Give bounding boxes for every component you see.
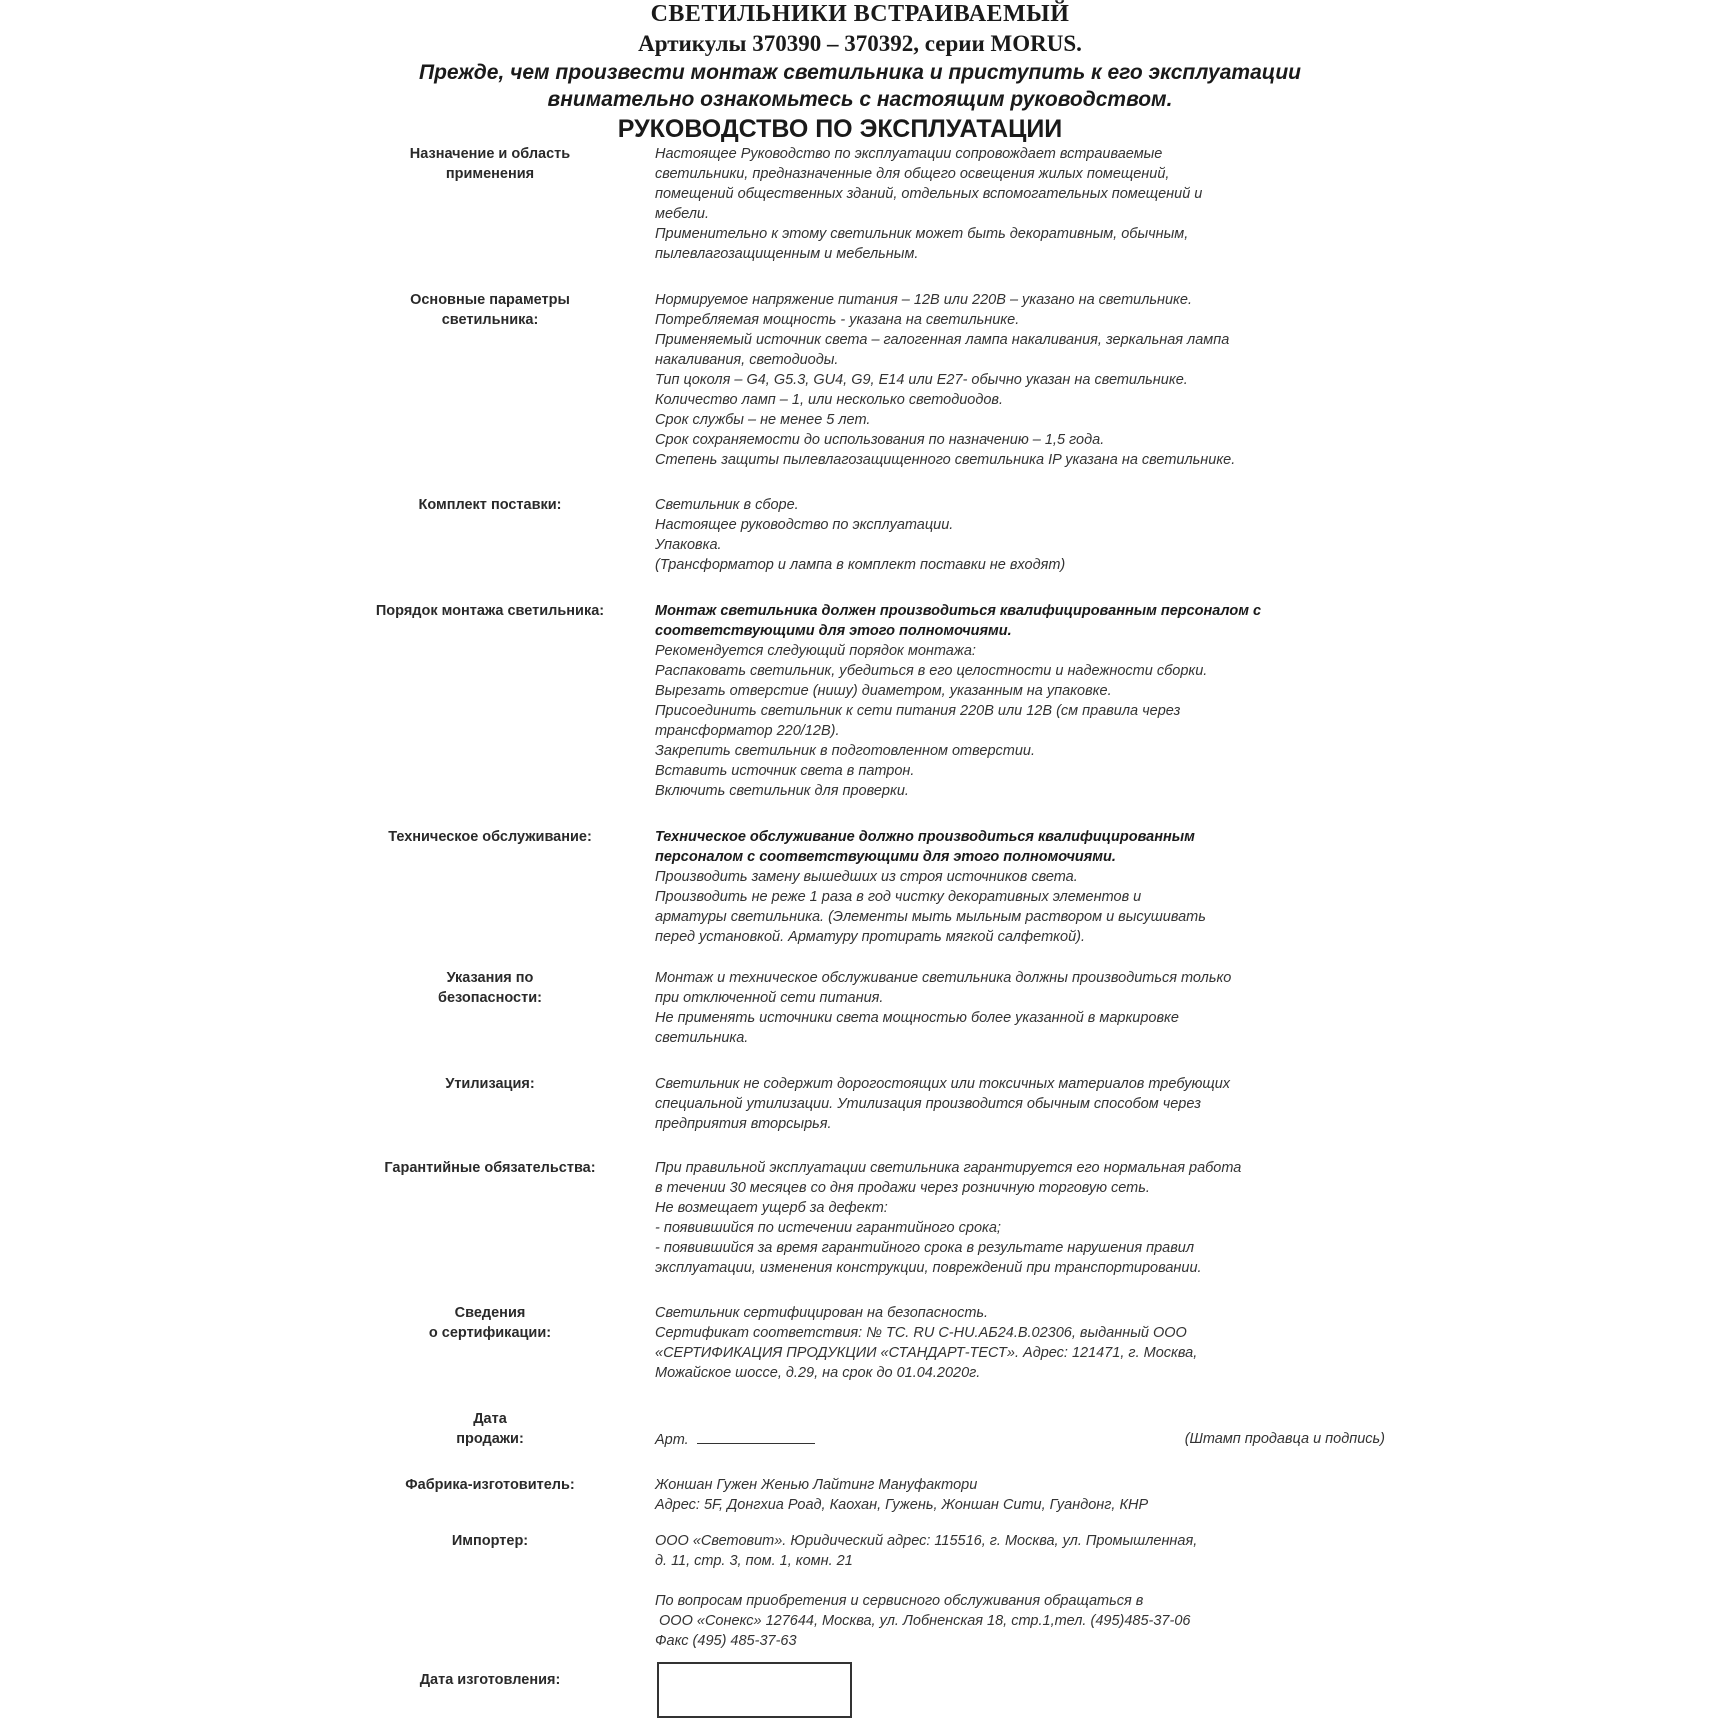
purpose-line: Настоящее Руководство по эксплуатации сопровождает встраиваемые xyxy=(655,146,1163,162)
warning-line-1: Прежде, чем произвести монтаж светильника и приступить к его эксплуатации xyxy=(419,61,1301,84)
art-underline xyxy=(697,1429,815,1444)
importer-line: ООО «Световит». Юридический адрес: 115516, г. Москва, ул. Промышленная, xyxy=(655,1533,1198,1549)
params-label: Основные параметры светильника: xyxy=(410,292,570,328)
safety-text xyxy=(655,968,1385,1048)
kit-line: Упаковка. xyxy=(655,537,722,553)
service-line: ООО «Сонекс» 127644, Москва, ул. Лобненская 18, стр.1,тел. (495)485-37-06 xyxy=(655,1613,1191,1629)
purpose-label: Назначение и область применения xyxy=(409,146,571,182)
mounting-text xyxy=(655,601,1385,801)
warranty-line: При правильной эксплуатации светильника гарантируется его нормальная работа xyxy=(655,1160,1242,1176)
warranty-line: - появившийся по истечении гарантийного срока; xyxy=(655,1220,1001,1236)
stamp-note: (Штамп продавца и подпись) xyxy=(1184,1431,1385,1447)
manufacture-date-label: Дата изготовления: xyxy=(419,1672,561,1688)
manufacturer-line: Жоншан Гужен Женью Лайтинг Мануфактори xyxy=(655,1477,978,1493)
service-line: По вопросам приобретения и сервисного обслуживания обращаться в xyxy=(655,1593,1144,1609)
maintenance-line: перед установкой. Арматуру протирать мягкой салфеткой). xyxy=(655,929,1085,945)
purpose-line: помещений общественных зданий, отдельных вспомогательных помещений и xyxy=(655,186,1203,202)
service-line: Факс (495) 485-37-63 xyxy=(655,1633,797,1649)
mounting-line: трансформатор 220/12В). xyxy=(655,723,840,739)
params-line: Нормируемое напряжение питания – 12В или 220В – указано на светильнике. xyxy=(655,292,1192,308)
maintenance-line: арматуры светильника. (Элементы мыть мыльным раствором и высушивать xyxy=(655,909,1206,925)
spacer xyxy=(655,1571,1385,1591)
params-line: Степень защиты пылевлагозащищенного светильника IP указана на светильнике. xyxy=(655,452,1236,468)
disposal-line: предприятия вторсырья. xyxy=(655,1116,832,1132)
safety-line: при отключенной сети питания. xyxy=(655,990,884,1006)
disposal-line: специальной утилизации. Утилизация производится обычным способом через xyxy=(655,1096,1201,1112)
warranty-text xyxy=(655,1158,1385,1278)
params-line: накаливания, светодиоды. xyxy=(655,352,839,368)
warranty-line: в течении 30 месяцев со дня продажи через розничную торговую сеть. xyxy=(655,1180,1150,1196)
purpose-text xyxy=(655,144,1385,264)
mounting-line: Включить светильник для проверки. xyxy=(655,783,909,799)
kit-line: (Трансформатор и лампа в комплект поставки не входят) xyxy=(655,557,1066,573)
params-line: Количество ламп – 1, или несколько светодиодов. xyxy=(655,392,1004,408)
maintenance-bold-line: персоналом с соответствующими для этого полномочиями. xyxy=(655,849,1116,865)
importer-line: д. 11, стр. 3, пом. 1, комн. 21 xyxy=(655,1553,853,1569)
warranty-line: Не возмещает ущерб за дефект: xyxy=(655,1200,888,1216)
kit-label: Комплект поставки: xyxy=(418,497,562,513)
purpose-line: мебели. xyxy=(655,206,710,222)
params-line: Срок службы – не менее 5 лет. xyxy=(655,412,871,428)
mounting-bold-line: Монтаж светильника должен производиться квалифицированным персоналом с xyxy=(655,603,1262,619)
mounting-line: Рекомендуется следующий порядок монтажа: xyxy=(655,643,976,659)
safety-line: Монтаж и техническое обслуживание светильника должны производиться только xyxy=(655,970,1232,986)
params-line: Тип цоколя – G4, G5.3, GU4, G9, E14 или E27- обычно указан на светильнике. xyxy=(655,372,1188,388)
manufacturer-label: Фабрика-изготовитель: xyxy=(405,1477,575,1493)
maintenance-line: Производить не реже 1 раза в год чистку декоративных элементов и xyxy=(655,889,1142,905)
importer-text xyxy=(655,1531,1385,1651)
certification-label: Сведения о сертификации: xyxy=(428,1305,552,1341)
purpose-line: пылевлагозащищенным и мебельным. xyxy=(655,246,919,262)
warranty-label: Гарантийные обязательства: xyxy=(384,1160,596,1176)
mounting-line: Присоединить светильник к сети питания 220В или 12В (см правила через xyxy=(655,703,1181,719)
params-line: Срок сохраняемости до использования по назначению – 1,5 года. xyxy=(655,432,1105,448)
importer-label: Импортер: xyxy=(451,1533,529,1549)
purpose-line: Применительно к этому светильник может быть декоративным, обычным, xyxy=(655,226,1189,242)
safety-line: Не применять источники света мощностью более указанной в маркировке xyxy=(655,1010,1179,1026)
sale-date-label: Дата продажи: xyxy=(456,1411,524,1447)
params-text xyxy=(655,290,1385,470)
maintenance-bold-line: Техническое обслуживание должно производиться квалифицированным xyxy=(655,829,1195,845)
mounting-label: Порядок монтажа светильника: xyxy=(375,603,605,619)
warranty-line: эксплуатации, изменения конструкции, повреждений при транспортировании. xyxy=(655,1260,1202,1276)
params-line: Применяемый источник света – галогенная лампа накаливания, зеркальная лампа xyxy=(655,332,1230,348)
purpose-line: светильники, предназначенные для общего освещения жилых помещений, xyxy=(655,166,1170,182)
certification-text xyxy=(655,1303,1385,1383)
safety-label: Указания по безопасности: xyxy=(438,970,542,1006)
art-label: Арт. xyxy=(655,1432,689,1448)
disposal-label: Утилизация: xyxy=(445,1076,535,1092)
mounting-line: Вырезать отверстие (нишу) диаметром, указанным на упаковке. xyxy=(655,683,1112,699)
mounting-bold-line: соответствующими для этого полномочиями. xyxy=(655,623,1012,639)
disposal-line: Светильник не содержит дорогостоящих или токсичных материалов требующих xyxy=(655,1076,1231,1092)
kit-text xyxy=(655,495,1385,575)
document-title: СВЕТИЛЬНИКИ ВСТРАИВАЕМЫЙ xyxy=(650,1,1070,27)
maintenance-text xyxy=(655,827,1385,947)
manufacture-date-box xyxy=(657,1662,852,1718)
certification-line: Сертификат соответствия: № ТС. RU C-HU.АБ24.В.02306, выданный ООО xyxy=(655,1325,1187,1341)
params-line: Потребляемая мощность - указана на светильнике. xyxy=(655,312,1020,328)
manufacturer-line: Адрес: 5F, Донгхиа Роад, Каохан, Гужень, Жоншан Сити, Гуандонг, КНР xyxy=(655,1497,1149,1513)
certification-line: Можайское шоссе, д.29, на срок до 01.04.2020г. xyxy=(655,1365,981,1381)
manufacturer-text xyxy=(655,1475,1385,1515)
article-numbers: Артикулы 370390 – 370392, серии MORUS. xyxy=(638,31,1082,56)
certification-line: Светильник сертифицирован на безопасность. xyxy=(655,1305,989,1321)
warning-line-2: внимательно ознакомьтесь с настоящим руководством. xyxy=(547,88,1173,111)
mounting-line: Вставить источник света в патрон. xyxy=(655,763,915,779)
maintenance-label: Техническое обслуживание: xyxy=(388,829,592,845)
certification-line: «СЕРТИФИКАЦИЯ ПРОДУКЦИИ «СТАНДАРТ-ТЕСТ». Адрес: 121471, г. Москва, xyxy=(655,1345,1198,1361)
manual-title: РУКОВОДСТВО ПО ЭКСПЛУАТАЦИИ xyxy=(617,115,1063,143)
disposal-text xyxy=(655,1074,1385,1134)
sale-date-row xyxy=(655,1429,1385,1450)
maintenance-line: Производить замену вышедших из строя источников света. xyxy=(655,869,1078,885)
kit-line: Настоящее руководство по эксплуатации. xyxy=(655,517,954,533)
warranty-line: - появившийся за время гарантийного срока в результате нарушения правил xyxy=(655,1240,1195,1256)
safety-line: светильника. xyxy=(655,1030,749,1046)
kit-line: Светильник в сборе. xyxy=(655,497,799,513)
mounting-line: Закрепить светильник в подготовленном отверстии. xyxy=(655,743,1035,759)
mounting-line: Распаковать светильник, убедиться в его целостности и надежности сборки. xyxy=(655,663,1208,679)
